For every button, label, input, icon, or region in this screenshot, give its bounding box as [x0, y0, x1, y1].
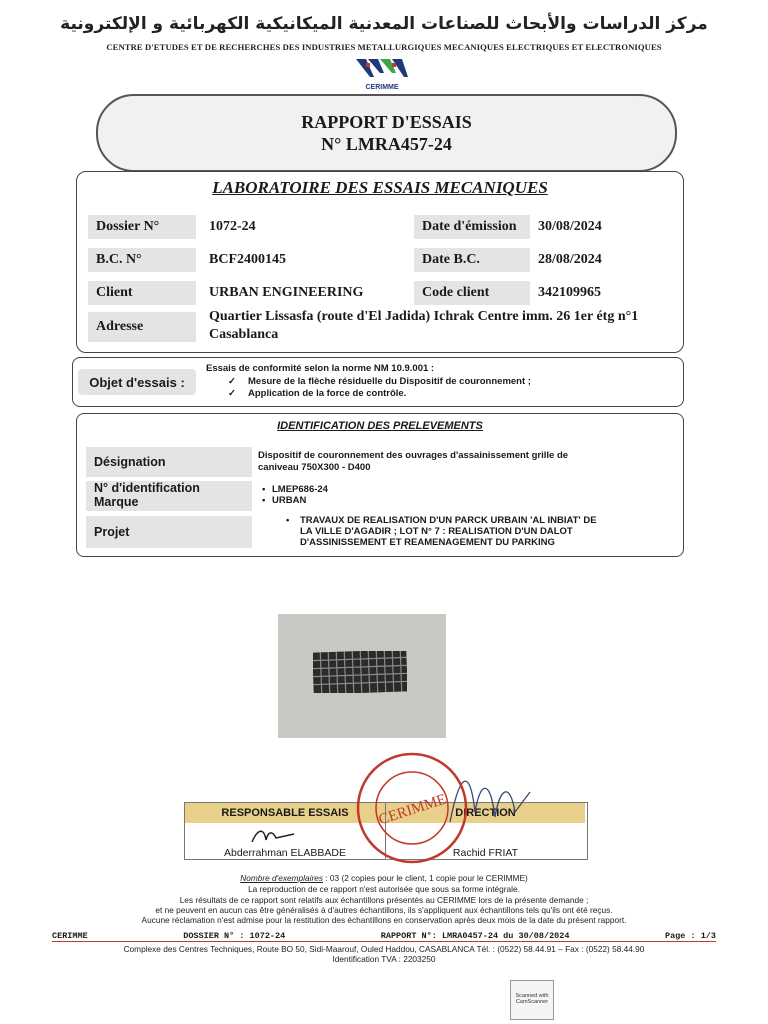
footer-rapport: RAPPORT N°: LMRA0457-24 du 30/08/2024: [380, 931, 570, 941]
date-bc-label: Date B.C.: [414, 248, 530, 272]
check-icon: ✓: [228, 388, 236, 399]
scanner-text: Scanned with CamScanner: [515, 993, 549, 1005]
designation-line1: Dispositif de couronnement des ouvrages d'assainissement grille de: [258, 450, 569, 461]
exemplaires-value: : 03 (2 copies pour le client, 1 copie pour le CERIMME): [325, 873, 528, 883]
num-identification-label: N° d'identification: [94, 481, 200, 495]
bullet-icon: •: [262, 484, 266, 495]
footer-page: Page : 1/3: [664, 931, 716, 941]
check-icon: ✓: [228, 376, 236, 387]
footer-org: CERIMME: [52, 931, 88, 941]
footer-line-4: et ne peuvent en aucun cas être généralisés à d'autres échantillons, ils s'appliquent aux échantillons tels qu'ils ont été reçus.: [155, 905, 613, 915]
adresse-line2: Casablanca: [209, 327, 279, 342]
identification-label-cell: [86, 481, 252, 511]
report-number: N° LMRA457-24: [321, 134, 452, 154]
exemplaires-label: Nombre d'exemplaires: [240, 873, 323, 883]
signature-left-icon: [248, 822, 298, 848]
objet-item-1: Mesure de la flèche résiduelle du Dispositif de couronnement ;: [248, 376, 531, 387]
grate-image: [313, 651, 407, 693]
objet-item-2: Application de la force de contrôle.: [248, 388, 407, 399]
identification-title: IDENTIFICATION DES PRELEVEMENTS: [277, 420, 483, 432]
date-emission-value: 30/08/2024: [538, 219, 602, 234]
designation-line2: caniveau 750X300 - D400: [258, 462, 371, 473]
projet-line2: LA VILLE D'AGADIR ; LOT N° 7 : REALISATION D'UN DALOT: [300, 526, 573, 537]
footer-bar: [52, 931, 716, 941]
responsable-name: Abderrahman ELABBADE: [224, 847, 346, 859]
client-label: Client: [88, 281, 196, 305]
stamp-text: CERIMME: [376, 791, 449, 829]
direction-name: Rachid FRIAT: [452, 847, 519, 859]
footer-line-2: La reproduction de ce rapport n'est autorisée que sous sa forme intégrale.: [248, 884, 520, 894]
date-emission-label: Date d'émission: [414, 215, 530, 239]
projet-line3: D'ASSINISSEMENT ET REAMENAGEMENT DU PARKING: [300, 537, 555, 548]
direction-header: DIRECTION: [386, 803, 585, 823]
designation-label: Désignation: [86, 447, 252, 477]
date-bc-value: 28/08/2024: [538, 252, 602, 267]
footer-address: Complexe des Centres Techniques, Route BO 50, Sidi-Maarouf, Ouled Haddou, CASABLANCA Tél. : (0522) 58.44.91 – Fax : (0522) 58.44.90: [123, 944, 645, 954]
bullet-icon: •: [262, 495, 266, 506]
header-french-name: CENTRE D'ETUDES ET DE RECHERCHES DES INDUSTRIES METALLURGIQUES MECANIQUES ELECTRIQUES ET ELECTRONIQUES: [106, 42, 662, 52]
projet-label: Projet: [86, 516, 252, 548]
bullet-icon: •: [286, 515, 290, 526]
exemplaires-line: [0, 873, 768, 883]
footer-divider: [52, 941, 716, 942]
report-title: RAPPORT D'ESSAIS: [301, 112, 472, 132]
camscanner-badge: [510, 980, 554, 1020]
marque-value: URBAN: [272, 495, 307, 506]
projet-line1: TRAVAUX DE REALISATION D'UN PARCK URBAIN 'AL INBIAT' DE: [300, 515, 597, 526]
client-value: URBAN ENGINEERING: [209, 285, 364, 300]
marque-label: Marque: [94, 495, 139, 509]
responsable-essais-header: RESPONSABLE ESSAIS: [185, 803, 385, 823]
dossier-value: 1072-24: [209, 219, 256, 234]
bc-label: B.C. N°: [88, 248, 196, 272]
title-banner: [96, 94, 677, 172]
num-identification-value: LMEP686-24: [272, 484, 328, 495]
footer-line-5: Aucune réclamation n'est admise pour la restitution des échantillons en conservation après deux mois de la date du présent rapport.: [141, 915, 627, 925]
footer-tva: Identification TVA : 2203250: [332, 954, 436, 964]
footer-line-3: Les résultats de ce rapport sont relatifs aux échantillons présentés au CERIMME lors de la présente demande ;: [179, 895, 589, 905]
objet-intro: Essais de conformité selon la norme NM 10.9.001 :: [206, 363, 435, 374]
code-client-label: Code client: [414, 281, 530, 305]
dossier-label: Dossier N°: [88, 215, 196, 239]
logo-text: CERIMME: [365, 84, 399, 91]
lab-title: LABORATOIRE DES ESSAIS MECANIQUES: [212, 178, 548, 197]
adresse-line1: Quartier Lissasfa (route d'El Jadida) Ichrak Centre imm. 26 1er étg n°1: [209, 309, 639, 324]
adresse-label: Adresse: [88, 312, 196, 342]
bc-value: BCF2400145: [209, 252, 286, 267]
footer-dossier: DOSSIER N° : 1072-24: [183, 931, 286, 941]
header-arabic-name: مركز الدراسات والأبحاث للصناعات المعدنية الميكانيكية الكهربائية و الإلكترونية: [60, 14, 708, 34]
code-client-value: 342109965: [538, 285, 601, 300]
objet-label: Objet d'essais :: [78, 369, 196, 395]
cerimme-stamp-icon: [352, 748, 472, 868]
